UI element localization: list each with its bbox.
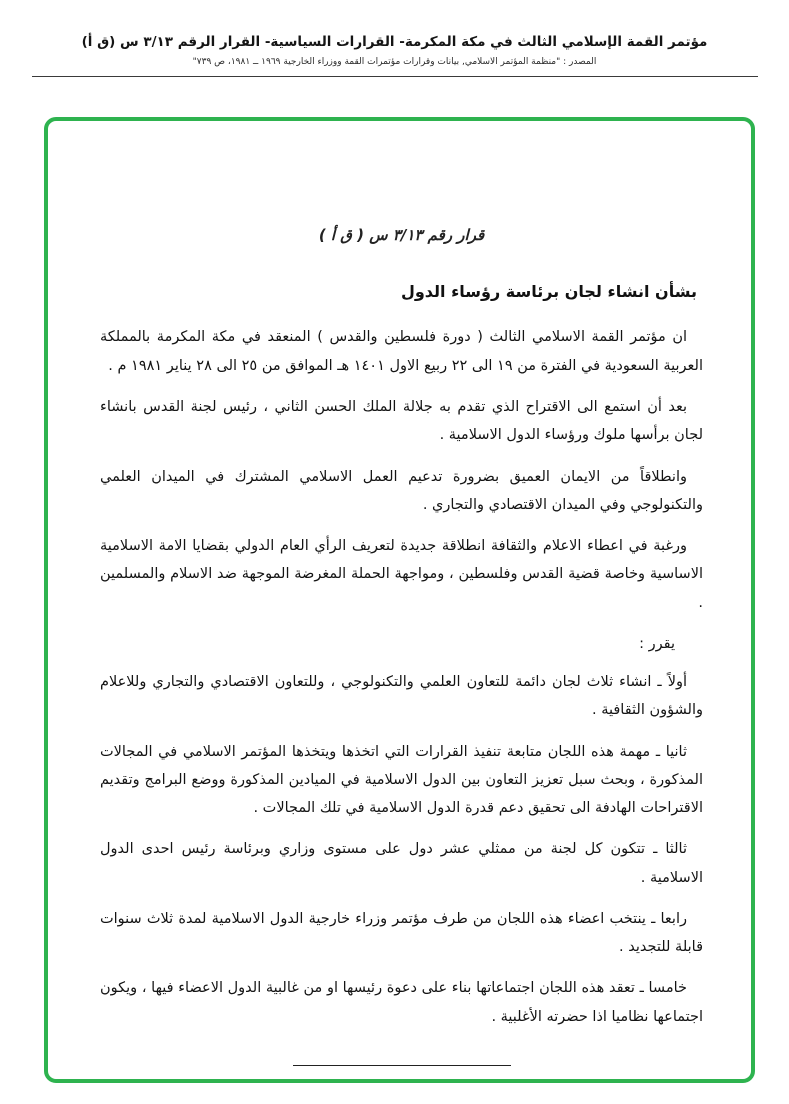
preamble-paragraph: ورغبة في اعطاء الاعلام والثقافة انطلاقة جديدة لتعريف الرأي العام الدولي بقضايا الامة الاسلامية الاساسية وخاصة قضية القدس وفلسطين ، ومواجهة الحملة المغرضة الموجهة ضد الاسلام والمسلمين . [100, 538, 703, 611]
header-title: مؤتمر القمة الإسلامي الثالث في مكة المكرمة- القرارات السياسية- القرار الرقم ٣/١٣ س (ق أ) [81, 34, 708, 50]
resolution-item-second: ثانيا ـ مهمة هذه اللجان متابعة تنفيذ القرارات التي اتخذها ويتخذها المؤتمر الاسلامي في المجالات المذكورة ، وبحث سبل تعزيز التعاون بين الدول الاسلامية في الميادين المذكورة ووضع البرامج وتقديم الاقتراحات الهادفة الى تحقيق دعم قدرة الدول الاسلامية في تلك المجالات . [100, 743, 703, 817]
end-divider [293, 1065, 511, 1066]
header-divider [32, 76, 758, 77]
header-source-citation: المصدر : "منظمة المؤتمر الاسلامي, بيانات وقرارات مؤتمرات القمة ووزراء الخارجية ١٩٦٩ ــ ١٩٨١، ص ٧٣٩" [192, 57, 597, 67]
preamble-paragraph: ان مؤتمر القمة الاسلامي الثالث ( دورة فلسطين والقدس ) المنعقد في مكة المكرمة بالمملكة العربية السعودية في الفترة من ١٩ الى ٢٢ ربيع الاول ١٤٠١ هـ الموافق من ٢٥ الى ٢٨ يناير ١٩٨١ م . [100, 329, 703, 374]
resolution-item-fourth: رابعا ـ ينتخب اعضاء هذه اللجان من طرف مؤتمر وزراء خارجية الدول الاسلامية لمدة ثلاث سنوات قابلة للتجديد . [100, 910, 703, 956]
preamble-paragraph: وانطلاقاً من الايمان العميق بضرورة تدعيم العمل الاسلامي المشترك في الميدان العلمي والتكنولوجي وفي الميدان الاقتصادي والتجاري . [100, 468, 703, 513]
resolution-item-fifth: خامسا ـ تعقد هذه اللجان اجتماعاتها بناء على دعوة رئيسها او من غالبية الدول الاعضاء فيها ، ويكون اجتماعها نظاميا اذا حضرته الأغلبية . [100, 980, 703, 1025]
decision-number: قرار رقم ٣/١٣ س ( ق أ ) [318, 226, 485, 244]
preamble-paragraph: بعد أن استمع الى الاقتراح الذي تقدم به جلالة الملك الحسن الثاني ، رئيس لجنة القدس بانشاء لجان برأسها ملوك ورؤساء الدول الاسلامية . [100, 398, 703, 444]
scan-frame [44, 117, 755, 1083]
resolves-label: يقرر : [639, 635, 675, 652]
resolution-subject: بشأن انشاء لجان برئاسة رؤساء الدول [400, 282, 697, 302]
header [0, 0, 789, 77]
resolution-body [48, 121, 751, 1066]
resolution-item-first: أولاً ـ انشاء ثلاث لجان دائمة للتعاون العلمي والتكنولوجي ، وللتعاون الاقتصادي والتجاري وللاعلام والشؤون الثقافية . [100, 674, 703, 719]
resolution-item-third: ثالثا ـ تتكون كل لجنة من ممثلي عشر دول على مستوى وزاري وبرئاسة رئيس احدى الدول الاسلامية . [100, 841, 703, 886]
